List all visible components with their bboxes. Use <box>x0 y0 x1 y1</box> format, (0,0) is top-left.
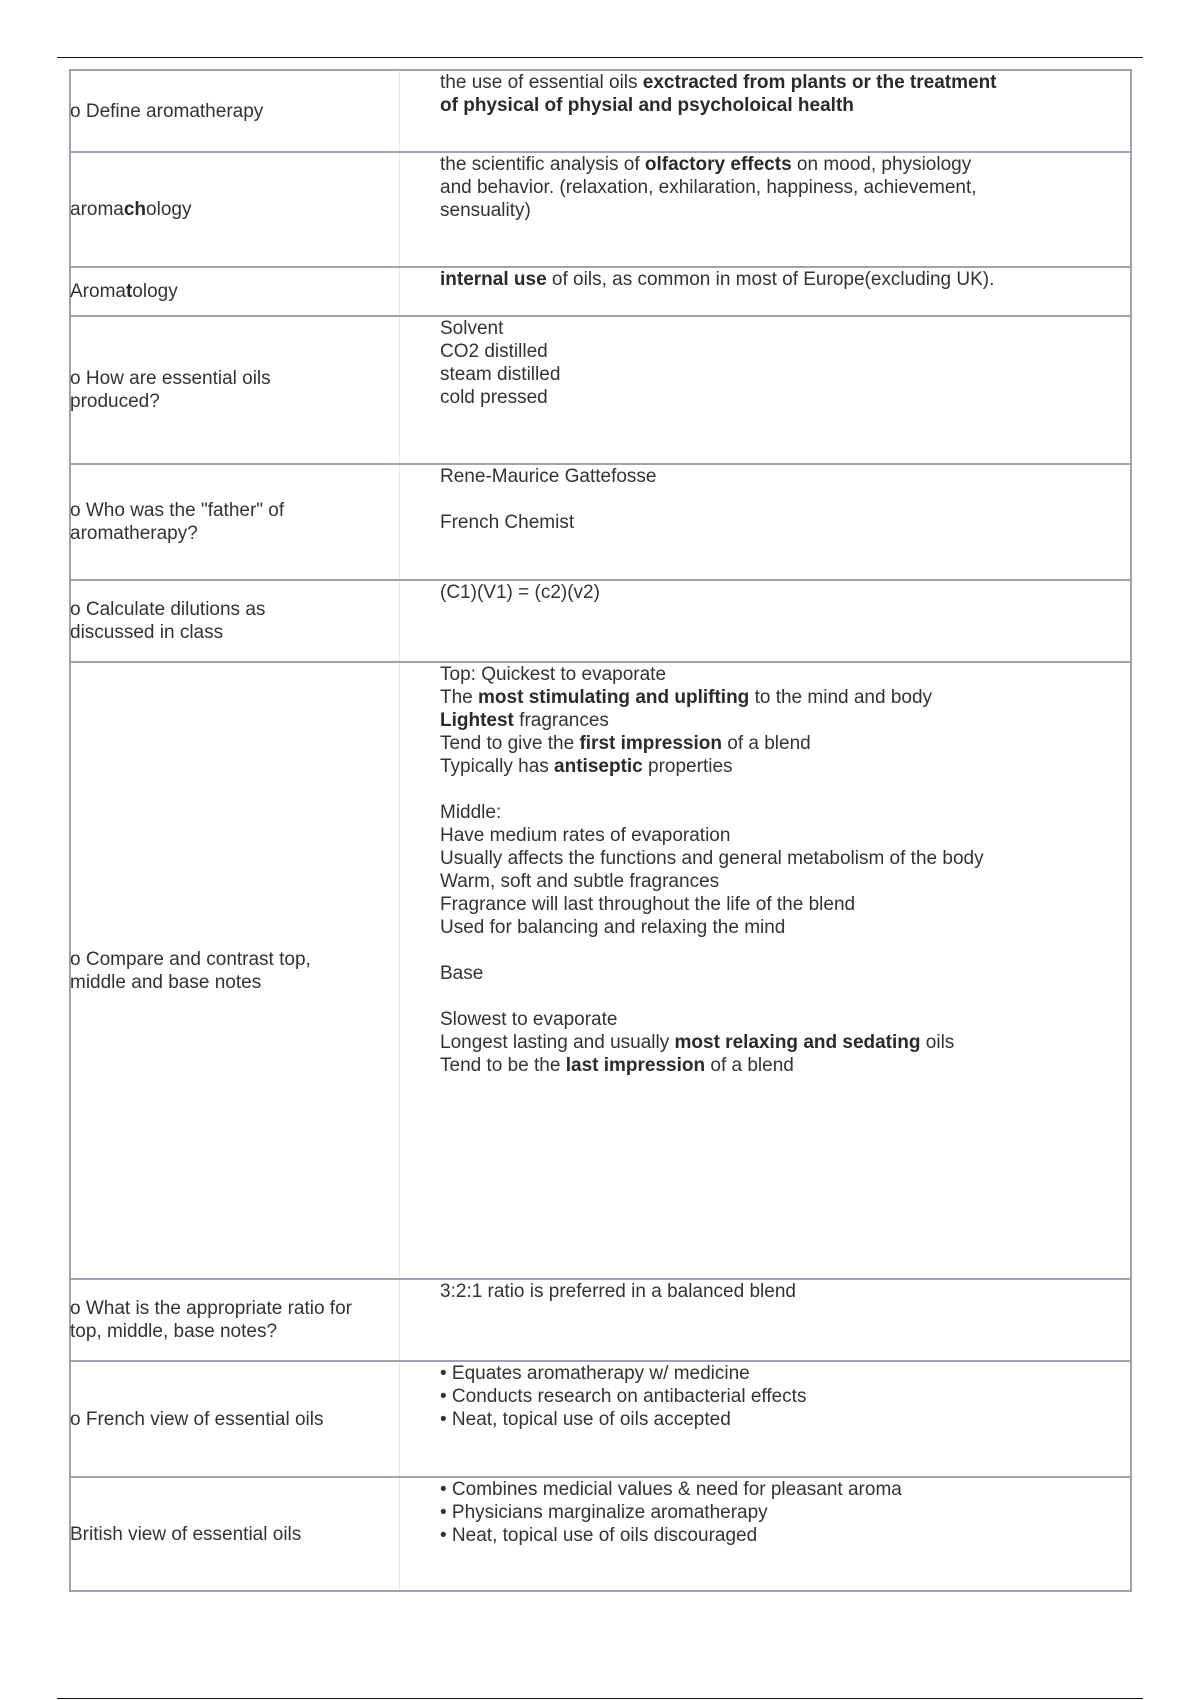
table-row <box>70 1477 1131 1591</box>
definition-line <box>440 778 1110 801</box>
definition-line: Tend to be the last impression of a blend <box>440 1055 794 1076</box>
table-row <box>70 1279 1131 1361</box>
flashcard-table <box>69 69 1132 1592</box>
definition-line: Typically has antiseptic properties <box>440 756 733 777</box>
table-row <box>70 152 1131 267</box>
definition-line: the scientific analysis of olfactory effects on mood, physiology <box>440 154 972 175</box>
definition-line: Slowest to evaporate <box>440 1009 618 1030</box>
table-row <box>70 316 1131 464</box>
definition-line: • Equates aromatherapy w/ medicine <box>440 1363 750 1384</box>
definition-line <box>440 939 1110 962</box>
definition-cell <box>400 316 1132 464</box>
definition-line: • Conducts research on antibacterial effects <box>440 1386 807 1407</box>
definition-line: French Chemist <box>440 512 575 533</box>
table-row <box>70 267 1131 316</box>
definition-line: cold pressed <box>440 387 548 408</box>
definition-line <box>440 985 1110 1008</box>
definition-line: and behavior. (relaxation, exhilaration, happiness, achievement, <box>440 177 977 198</box>
definition-line: • Physicians marginalize aromatherapy <box>440 1502 768 1523</box>
term-cell <box>70 1477 400 1591</box>
term-text: o Calculate dilutions as discussed in class <box>70 599 266 643</box>
term-cell <box>70 662 400 1279</box>
definition-cell <box>400 1477 1132 1591</box>
definition-line: • Neat, topical use of oils accepted <box>440 1409 731 1430</box>
definition-line: Lightest fragrances <box>440 710 609 731</box>
definition-line: Warm, soft and subtle fragrances <box>440 871 720 892</box>
definition-line: Middle: <box>440 802 502 823</box>
definition-line: sensuality) <box>440 200 531 221</box>
table-row <box>70 662 1131 1279</box>
definition-line: • Neat, topical use of oils discouraged <box>440 1525 758 1546</box>
term-text: o Define aromatherapy <box>70 100 264 122</box>
term-cell <box>70 1279 400 1361</box>
definition-cell <box>400 1361 1132 1477</box>
term-cell <box>70 580 400 662</box>
table-row <box>70 70 1131 152</box>
definition-line: the use of essential oils exctracted from plants or the treatment <box>440 72 997 93</box>
definition-line: Tend to give the first impression of a blend <box>440 733 811 754</box>
term-text: aromachology <box>70 199 192 220</box>
term-cell <box>70 316 400 464</box>
definition-line: Top: Quickest to evaporate <box>440 664 667 685</box>
term-cell <box>70 1361 400 1477</box>
top-rule <box>57 57 1143 58</box>
definition-line: Have medium rates of evaporation <box>440 825 731 846</box>
definition-cell <box>400 464 1132 580</box>
bottom-rule <box>57 1698 1143 1699</box>
definition-line: The most stimulating and uplifting to the mind and body <box>440 687 933 708</box>
definition-line: of physical of physial and psycholoical health <box>440 95 854 116</box>
definition-cell <box>400 152 1132 267</box>
definition-line: Solvent <box>440 318 504 339</box>
definition-line <box>440 488 1110 511</box>
definition-cell <box>400 70 1132 152</box>
term-cell <box>70 267 400 316</box>
definition-cell <box>400 662 1132 1279</box>
definition-cell <box>400 267 1132 316</box>
term-cell <box>70 70 400 152</box>
table-row <box>70 1361 1131 1477</box>
term-text: British view of essential oils <box>70 1523 302 1545</box>
definition-line: internal use of oils, as common in most of Europe(excluding UK). <box>440 269 995 290</box>
term-text: o Compare and contrast top, middle and base notes <box>70 948 311 993</box>
table-row <box>70 580 1131 662</box>
term-text: o Who was the "father" of aromatherapy? <box>70 500 285 544</box>
definition-line: steam distilled <box>440 364 561 385</box>
term-cell <box>70 152 400 267</box>
term-text: Aromatology <box>70 281 178 302</box>
definition-line: Used for balancing and relaxing the mind <box>440 917 786 938</box>
table-row <box>70 464 1131 580</box>
definition-line: Longest lasting and usually most relaxing and sedating oils <box>440 1032 955 1053</box>
definition-line: CO2 distilled <box>440 341 548 362</box>
definition-line: • Combines medicial values & need for pleasant aroma <box>440 1479 902 1500</box>
definition-line: 3:2:1 ratio is preferred in a balanced blend <box>440 1281 796 1302</box>
definition-line: Base <box>440 963 484 984</box>
term-text: o What is the appropriate ratio for top, middle, base notes? <box>70 1298 352 1342</box>
definition-line: Fragrance will last throughout the life of the blend <box>440 894 856 915</box>
definition-cell <box>400 580 1132 662</box>
term-text: o How are essential oils produced? <box>70 368 271 412</box>
definition-line: Usually affects the functions and general metabolism of the body <box>440 848 984 869</box>
term-cell <box>70 464 400 580</box>
definition-cell <box>400 1279 1132 1361</box>
definition-line: (C1)(V1) = (c2)(v2) <box>440 582 600 603</box>
term-text: o French view of essential oils <box>70 1408 324 1430</box>
definition-line: Rene-Maurice Gattefosse <box>440 466 657 487</box>
